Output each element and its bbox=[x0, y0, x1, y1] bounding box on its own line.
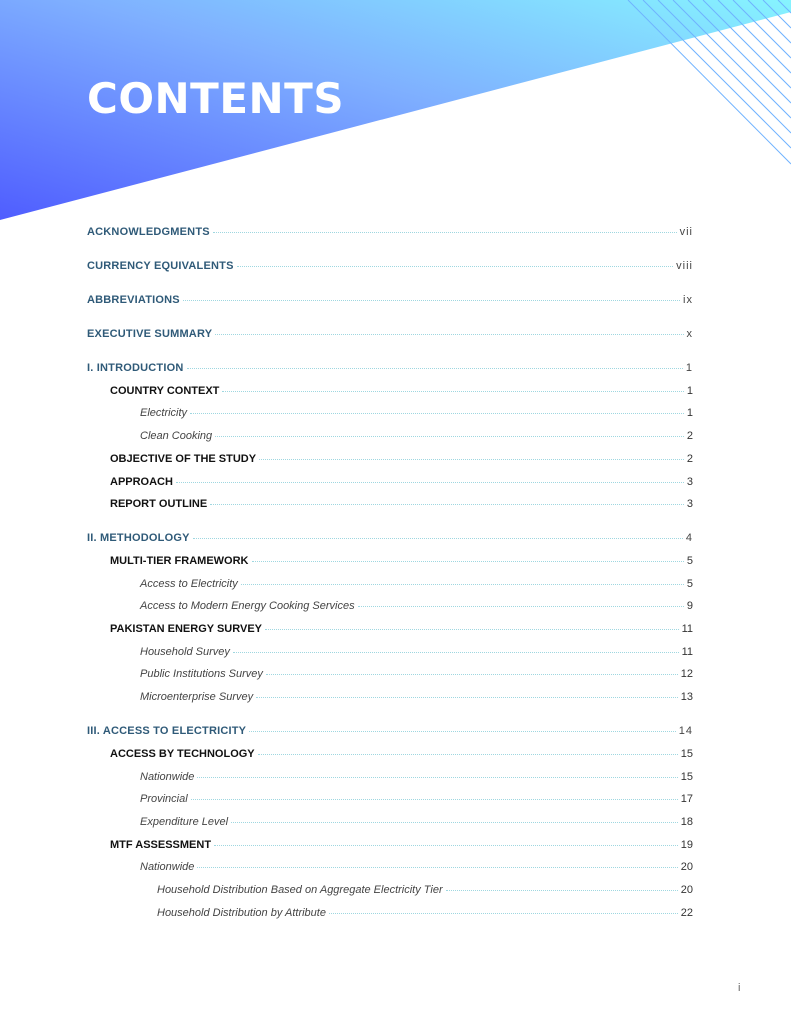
dot-leader bbox=[183, 299, 680, 301]
toc-entry[interactable] bbox=[110, 837, 693, 853]
dot-leader bbox=[190, 412, 684, 414]
dot-leader bbox=[249, 730, 676, 732]
toc-entry-page: ix bbox=[683, 294, 693, 306]
toc-entry[interactable] bbox=[140, 689, 693, 705]
toc-entry-title: COUNTRY CONTEXT bbox=[110, 384, 220, 397]
toc-entry-page: 15 bbox=[680, 770, 693, 783]
toc-entry[interactable] bbox=[110, 383, 693, 399]
toc-entry[interactable] bbox=[140, 814, 693, 830]
toc-entry-page: 1 bbox=[686, 407, 693, 420]
toc-entry-page: 12 bbox=[680, 668, 693, 681]
toc-entry-page: 1 bbox=[686, 384, 693, 397]
toc-entry-title: ABBREVIATIONS bbox=[87, 294, 180, 306]
dot-leader bbox=[197, 866, 677, 868]
toc-entry-page: 11 bbox=[681, 645, 693, 658]
toc-entry[interactable] bbox=[140, 791, 693, 807]
toc-entry-title: MTF ASSESSMENT bbox=[110, 838, 212, 851]
toc-entry[interactable] bbox=[110, 553, 693, 569]
toc-entry-title: ACCESS BY TECHNOLOGY bbox=[110, 747, 255, 760]
toc-entry-page: 1 bbox=[685, 362, 693, 374]
toc-entry-title: EXECUTIVE SUMMARY bbox=[87, 328, 213, 340]
toc-entry[interactable] bbox=[110, 496, 693, 512]
toc-entry[interactable] bbox=[110, 474, 693, 490]
toc-entry-page: 3 bbox=[686, 498, 693, 511]
toc-entry[interactable] bbox=[87, 530, 693, 546]
toc-entry-title: I. INTRODUCTION bbox=[87, 362, 184, 374]
page-title: CONTENTS bbox=[87, 74, 345, 123]
dot-leader bbox=[231, 821, 678, 823]
dot-leader bbox=[214, 844, 678, 846]
toc-entry-title: MULTI-TIER FRAMEWORK bbox=[110, 554, 249, 567]
toc-entry-page: 3 bbox=[686, 475, 693, 488]
toc-entry-title: Household Survey bbox=[140, 645, 230, 658]
toc-entry-page: 5 bbox=[686, 554, 693, 567]
toc-entry-title: III. ACCESS TO ELECTRICITY bbox=[87, 725, 247, 738]
toc-entry-page: 2 bbox=[686, 430, 693, 443]
toc-entry-title: ACKNOWLEDGMENTS bbox=[87, 226, 210, 238]
dot-leader bbox=[446, 889, 678, 891]
dot-leader bbox=[215, 435, 684, 437]
toc-entry-title: Access to Modern Energy Cooking Services bbox=[140, 600, 355, 613]
toc-entry-title: Nationwide bbox=[140, 861, 195, 874]
toc-entry-page: 2 bbox=[686, 452, 693, 465]
toc-entry-page: 17 bbox=[680, 793, 693, 806]
toc-entry-title: Electricity bbox=[140, 407, 188, 420]
dot-leader bbox=[259, 458, 684, 460]
toc-entry-title: CURRENCY EQUIVALENTS bbox=[87, 260, 234, 272]
dot-leader bbox=[193, 537, 683, 539]
toc-entry[interactable] bbox=[140, 576, 693, 592]
toc-entry[interactable] bbox=[140, 405, 693, 421]
toc-entry-page: 11 bbox=[681, 623, 693, 635]
toc-entry[interactable] bbox=[140, 859, 693, 875]
toc-entry-title: Household Distribution Based on Aggregate Electricity Tier bbox=[157, 884, 443, 896]
toc-entry-title: II. METHODOLOGY bbox=[87, 532, 190, 545]
toc-entry-title: REPORT OUTLINE bbox=[110, 498, 208, 511]
toc-entry[interactable] bbox=[87, 360, 693, 376]
toc-entry-title: Expenditure Level bbox=[140, 815, 229, 828]
toc-entry[interactable] bbox=[157, 882, 693, 898]
toc-entry-title: OBJECTIVE OF THE STUDY bbox=[110, 452, 257, 465]
toc-entry-title: Household Distribution by Attribute bbox=[157, 906, 326, 919]
dot-leader bbox=[210, 503, 684, 505]
toc-entry-page: 5 bbox=[686, 577, 693, 590]
toc-entry-page: 20 bbox=[680, 884, 693, 896]
toc-entry[interactable] bbox=[140, 769, 693, 785]
toc-entry[interactable] bbox=[87, 258, 693, 274]
toc-entry-title: Access to Electricity bbox=[140, 577, 238, 590]
toc-entry[interactable] bbox=[140, 666, 693, 682]
dot-leader bbox=[266, 673, 678, 675]
dot-leader bbox=[329, 912, 678, 914]
dot-leader bbox=[233, 651, 679, 653]
toc-entry-title: PAKISTAN ENERGY SURVEY bbox=[110, 623, 262, 635]
toc-entry[interactable] bbox=[87, 326, 693, 342]
toc-entry-title: Clean Cooking bbox=[140, 430, 213, 443]
dot-leader bbox=[213, 231, 677, 233]
toc-entry[interactable] bbox=[157, 905, 693, 921]
toc-entry-page: 20 bbox=[680, 861, 693, 874]
page-number: i bbox=[738, 982, 741, 994]
toc-entry-title: Provincial bbox=[140, 793, 188, 806]
toc-entry[interactable] bbox=[87, 292, 693, 308]
dot-leader bbox=[176, 481, 684, 483]
toc-entry[interactable] bbox=[110, 451, 693, 467]
dot-leader bbox=[256, 696, 678, 698]
toc-entry[interactable] bbox=[87, 224, 693, 240]
toc-entry-title: APPROACH bbox=[110, 475, 173, 488]
toc-entry-title: Public Institutions Survey bbox=[140, 668, 263, 681]
toc-entry-page: 18 bbox=[680, 815, 693, 828]
toc-entry-page: 4 bbox=[685, 532, 693, 545]
dot-leader bbox=[358, 605, 684, 607]
toc-entry-page: 22 bbox=[680, 906, 693, 919]
dot-leader bbox=[241, 583, 684, 585]
toc-entry[interactable] bbox=[140, 644, 693, 660]
dot-leader bbox=[252, 560, 684, 562]
dot-leader bbox=[222, 390, 683, 392]
toc-entry-page: 15 bbox=[680, 747, 693, 760]
toc-entry-page: 14 bbox=[678, 725, 693, 738]
dot-leader bbox=[265, 628, 679, 630]
dot-leader bbox=[215, 333, 683, 335]
toc-entry-page: 13 bbox=[680, 691, 693, 704]
toc-entry-page: vii bbox=[679, 226, 693, 238]
toc-entry[interactable] bbox=[110, 746, 693, 762]
dot-leader bbox=[237, 265, 674, 267]
toc-entry-page: 19 bbox=[680, 838, 693, 851]
toc-entry[interactable] bbox=[87, 723, 693, 739]
dot-leader bbox=[191, 798, 678, 800]
toc-entry-title: Nationwide bbox=[140, 770, 195, 783]
toc-entry-page: 9 bbox=[686, 600, 693, 613]
toc-entry-page: x bbox=[686, 328, 693, 340]
dot-leader bbox=[187, 367, 683, 369]
toc-entry-title: Microenterprise Survey bbox=[140, 691, 254, 704]
toc-entry[interactable] bbox=[140, 598, 693, 614]
toc-entry-page: viii bbox=[676, 260, 693, 272]
toc-entry[interactable] bbox=[110, 621, 693, 637]
toc-entry[interactable] bbox=[140, 428, 693, 444]
dot-leader bbox=[197, 776, 677, 778]
dot-leader bbox=[258, 753, 678, 755]
